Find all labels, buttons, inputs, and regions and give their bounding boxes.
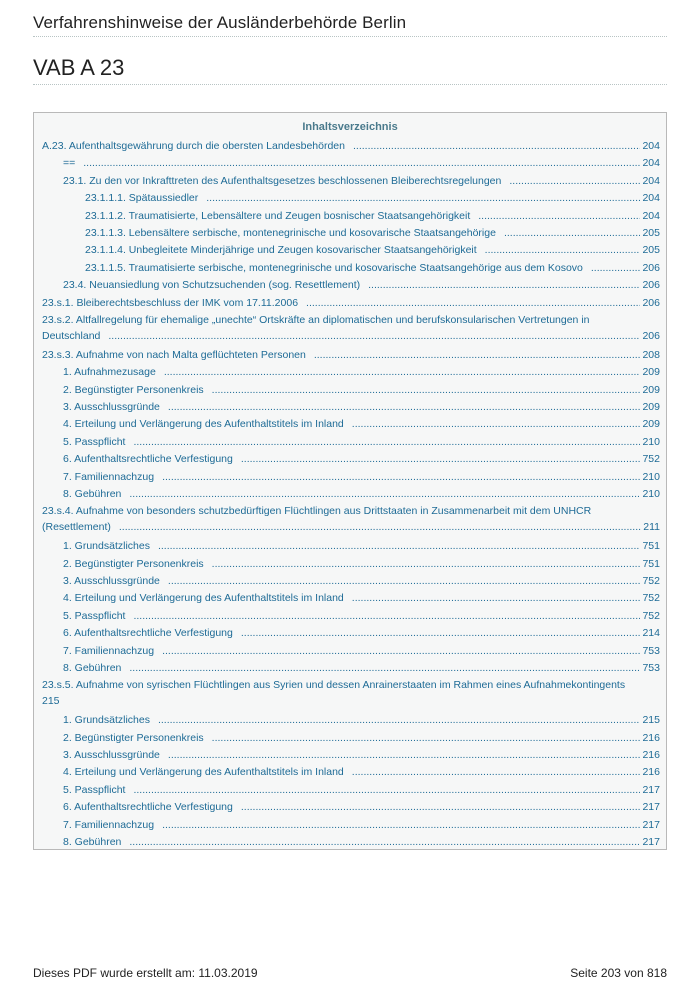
toc-dot-leader xyxy=(241,799,641,815)
toc-dot-leader xyxy=(133,434,640,450)
toc-dot-leader xyxy=(352,590,641,606)
toc-dot-leader xyxy=(168,573,641,589)
toc-entry[interactable] xyxy=(42,590,660,606)
toc-page-number: 753 xyxy=(642,662,660,674)
toc-page-number: 752 xyxy=(642,453,660,466)
toc-entry[interactable] xyxy=(42,817,660,833)
toc-entry-title: 5. Passpflicht xyxy=(63,609,126,622)
toc-dot-leader xyxy=(133,782,640,798)
toc-dot-leader xyxy=(119,519,641,535)
toc-entry[interactable] xyxy=(42,416,660,432)
toc-entry-title: 23.s.5. Aufnahme von syrischen Flüchtlingen aus Syrien und dessen Anrainerstaaten im Rahmen eines Aufnahmekontingents xyxy=(42,679,626,692)
toc-entry-title: 1. Grundsätzliches xyxy=(63,540,150,553)
toc-entry[interactable] xyxy=(42,225,660,241)
table-of-contents xyxy=(33,112,667,850)
toc-dot-leader xyxy=(129,486,640,502)
toc-entry[interactable] xyxy=(42,469,660,485)
toc-entry-title: 7. Familiennachzug xyxy=(63,470,155,483)
toc-entry-title: 6. Aufenthaltsrechtliche Verfestigung xyxy=(63,801,233,814)
toc-page-number: 217 xyxy=(642,801,660,814)
toc-entry-title: 23.s.3. Aufnahme von nach Malta geflüchteten Personen xyxy=(42,348,306,361)
toc-entry-title: 23.s.1. Bleiberechtsbeschluss der IMK vom 17.11.2006 xyxy=(42,296,299,309)
toc-entry-title: A.23. Aufenthaltsgewährung durch die obersten Landesbehörden xyxy=(42,140,345,152)
toc-page-number: 206 xyxy=(642,296,660,309)
toc-entry[interactable] xyxy=(42,712,660,728)
toc-page-number: 216 xyxy=(642,731,660,744)
toc-page-number: 204 xyxy=(642,174,660,187)
toc-dot-leader xyxy=(353,138,640,154)
toc-entry[interactable] xyxy=(42,312,660,344)
toc-page-number: 209 xyxy=(642,366,660,379)
toc-page-number: 204 xyxy=(642,192,660,205)
toc-entry[interactable] xyxy=(42,260,660,276)
toc-dot-leader xyxy=(352,416,641,432)
toc-entry-title: 8. Gebühren xyxy=(63,836,122,848)
toc-page-number: 204 xyxy=(642,209,660,222)
toc-page-number: 751 xyxy=(642,540,660,553)
toc-entry[interactable] xyxy=(42,538,660,554)
toc-entry[interactable] xyxy=(42,295,660,311)
toc-entry-title: 2. Begünstigter Personenkreis xyxy=(63,557,204,570)
footer-page-info: Seite 203 von 818 xyxy=(570,966,667,980)
toc-entry-title: 4. Erteilung und Verlängerung des Aufenthaltstitels im Inland xyxy=(63,766,344,779)
toc-page-number: 211 xyxy=(643,521,660,534)
toc-dot-leader xyxy=(133,608,640,624)
toc-entry-title: 7. Familiennachzug xyxy=(63,644,155,657)
toc-page-number: 217 xyxy=(642,836,660,848)
toc-dot-leader xyxy=(162,817,640,833)
toc-entry[interactable] xyxy=(42,277,660,293)
footer-created-date: Dieses PDF wurde erstellt am: 11.03.2019 xyxy=(33,966,258,980)
toc-entry[interactable] xyxy=(42,155,660,171)
toc-dot-leader xyxy=(168,399,641,415)
toc-entry[interactable] xyxy=(42,782,660,798)
toc-entry[interactable] xyxy=(42,625,660,641)
toc-page-number: 753 xyxy=(642,644,660,657)
toc-entry-title: 4. Erteilung und Verlängerung des Aufenthaltstitels im Inland xyxy=(63,418,344,431)
toc-entry-title: 23.4. Neuansiedlung von Schutzsuchenden (sog. Resettlement) xyxy=(63,279,361,292)
toc-page-number: 205 xyxy=(642,244,660,257)
toc-page-number: 209 xyxy=(642,418,660,431)
toc-entry-continuation: (Resettlement) xyxy=(42,521,111,534)
toc-entry-title: 23.1.1.4. Unbegleitete Minderjährige und Zeugen kosovarischer Staatsangehörigkeit xyxy=(85,244,477,257)
toc-dot-leader xyxy=(108,328,640,344)
toc-page-number: 215 xyxy=(642,714,660,727)
toc-entry[interactable] xyxy=(42,190,660,206)
toc-entry[interactable] xyxy=(42,730,660,746)
toc-entry-title: == xyxy=(63,157,76,170)
toc-entry[interactable] xyxy=(42,208,660,224)
toc-entry-title: 3. Ausschlussgründe xyxy=(63,401,160,413)
toc-entry-title: 3. Ausschlussgründe xyxy=(63,575,160,587)
toc-dot-leader xyxy=(158,712,641,728)
toc-entry-title: 5. Passpflicht xyxy=(63,435,126,448)
toc-heading: Inhaltsverzeichnis xyxy=(302,121,398,133)
toc-entry[interactable] xyxy=(42,242,660,258)
toc-entry[interactable] xyxy=(42,834,660,850)
title-divider xyxy=(33,84,667,85)
toc-page-number: 206 xyxy=(642,330,660,342)
toc-entry[interactable] xyxy=(42,399,660,415)
toc-entry-title: 1. Aufnahmezusage xyxy=(63,366,156,379)
toc-dot-leader xyxy=(591,260,641,276)
toc-page-number: 209 xyxy=(642,383,660,396)
toc-entry[interactable] xyxy=(42,643,660,659)
toc-dot-leader xyxy=(509,173,640,189)
toc-dot-leader xyxy=(504,225,641,241)
toc-dot-leader xyxy=(162,469,640,485)
toc-dot-leader xyxy=(241,451,641,467)
toc-page-number: 210 xyxy=(642,488,660,500)
toc-entry-title: 4. Erteilung und Verlängerung des Aufenthaltstitels im Inland xyxy=(63,592,344,605)
toc-entry-title: 6. Aufenthaltsrechtliche Verfestigung xyxy=(63,627,233,640)
toc-entry[interactable] xyxy=(42,799,660,815)
toc-dot-leader xyxy=(314,347,641,363)
toc-entry[interactable] xyxy=(42,451,660,467)
toc-entry[interactable] xyxy=(42,382,660,398)
toc-entry[interactable] xyxy=(42,173,660,189)
toc-entry-title: 2. Begünstigter Personenkreis xyxy=(63,383,204,396)
toc-dot-leader xyxy=(129,834,640,850)
toc-dot-leader xyxy=(83,155,640,171)
toc-entry[interactable] xyxy=(42,660,660,676)
header-title: Verfahrenshinweise der Ausländerbehörde Berlin xyxy=(33,13,407,32)
toc-dot-leader xyxy=(212,730,641,746)
toc-entry-title: 23.1.1.3. Lebensältere serbische, montenegrinische und kosovarische Staatsangehörige xyxy=(85,227,496,239)
toc-entry[interactable] xyxy=(42,503,660,535)
toc-page-number: 217 xyxy=(642,818,660,831)
toc-entry-title: 23.1.1.5. Traumatisierte serbische, montenegrinische und kosovarische Staatsangehörige aus dem Kosovo xyxy=(85,261,583,274)
toc-entry-title: 23.s.4. Aufnahme von besonders schutzbedürftigen Flüchtlingen aus Drittstaaten in Zusammenarbeit mit dem UNHCR xyxy=(42,505,592,518)
toc-page-number: 751 xyxy=(642,557,660,570)
toc-page-number: 204 xyxy=(642,140,660,152)
toc-entry-title: 6. Aufenthaltsrechtliche Verfestigung xyxy=(63,453,233,466)
toc-page-number: 752 xyxy=(642,609,660,622)
toc-entry[interactable] xyxy=(42,347,660,363)
toc-entry[interactable] xyxy=(42,608,660,624)
toc-entry-title: 23.1.1.1. Spätaussiedler xyxy=(85,192,199,205)
toc-dot-leader xyxy=(206,190,640,206)
toc-entry-continuation: Deutschland xyxy=(42,330,101,342)
toc-page-number: 209 xyxy=(642,401,660,413)
toc-page-number: 752 xyxy=(642,592,660,605)
toc-dot-leader xyxy=(164,364,641,380)
toc-entry[interactable] xyxy=(42,486,660,502)
toc-dot-leader xyxy=(158,538,641,554)
toc-dot-leader xyxy=(168,747,641,763)
toc-entry-title: 8. Gebühren xyxy=(63,488,122,500)
toc-page-number: 216 xyxy=(642,749,660,761)
toc-page-number: 206 xyxy=(642,279,660,292)
toc-entry[interactable] xyxy=(42,556,660,572)
toc-entry[interactable] xyxy=(42,573,660,589)
toc-dot-leader xyxy=(129,660,640,676)
toc-page-number: 206 xyxy=(642,261,660,274)
toc-entry-title: 5. Passpflicht xyxy=(63,783,126,796)
toc-entry-title: 23.1. Zu den vor Inkrafttreten des Aufenthaltsgesetzes beschlossenen Bleiberechtsregelungen xyxy=(63,174,502,187)
toc-entry-title: 23.1.1.2. Traumatisierte, Lebensältere und Zeugen bosnischer Staatsangehörigkeit xyxy=(85,209,471,222)
toc-entry[interactable] xyxy=(42,138,660,154)
toc-dot-leader xyxy=(212,556,641,572)
toc-page-number: 752 xyxy=(642,575,660,587)
toc-entry-title: 23.s.2. Altfallregelung für ehemalige „unechte“ Ortskräfte an diplomatischen und berufskonsularischen Vertretungen in xyxy=(42,314,590,326)
toc-page-number: 208 xyxy=(642,348,660,361)
toc-dot-leader xyxy=(478,208,640,224)
toc-page-number: 204 xyxy=(642,157,660,170)
toc-page-number: 210 xyxy=(642,435,660,448)
toc-entry[interactable] xyxy=(42,434,660,450)
toc-page-number: 214 xyxy=(642,627,660,640)
toc-dot-leader xyxy=(485,242,641,258)
toc-dot-leader xyxy=(212,382,641,398)
toc-dot-leader xyxy=(162,643,640,659)
toc-entry-title: 1. Grundsätzliches xyxy=(63,714,150,727)
toc-dot-leader xyxy=(306,295,640,311)
document-title: VAB A 23 xyxy=(33,55,125,80)
toc-entry-continuation: 215 xyxy=(42,695,60,708)
toc-dot-leader xyxy=(241,625,641,641)
toc-dot-leader xyxy=(352,764,641,780)
toc-entry[interactable] xyxy=(42,677,660,709)
toc-entry[interactable] xyxy=(42,364,660,380)
toc-page-number: 205 xyxy=(642,227,660,239)
toc-entry-title: 2. Begünstigter Personenkreis xyxy=(63,731,204,744)
toc-entry-title: 3. Ausschlussgründe xyxy=(63,749,160,761)
toc-entry[interactable] xyxy=(42,764,660,780)
toc-entry[interactable] xyxy=(42,747,660,763)
header-divider xyxy=(33,36,667,37)
toc-entry-title: 7. Familiennachzug xyxy=(63,818,155,831)
toc-page-number: 210 xyxy=(642,470,660,483)
toc-dot-leader xyxy=(368,277,640,293)
toc-entry-title: 8. Gebühren xyxy=(63,662,122,674)
toc-page-number: 216 xyxy=(642,766,660,779)
toc-page-number: 217 xyxy=(642,783,660,796)
